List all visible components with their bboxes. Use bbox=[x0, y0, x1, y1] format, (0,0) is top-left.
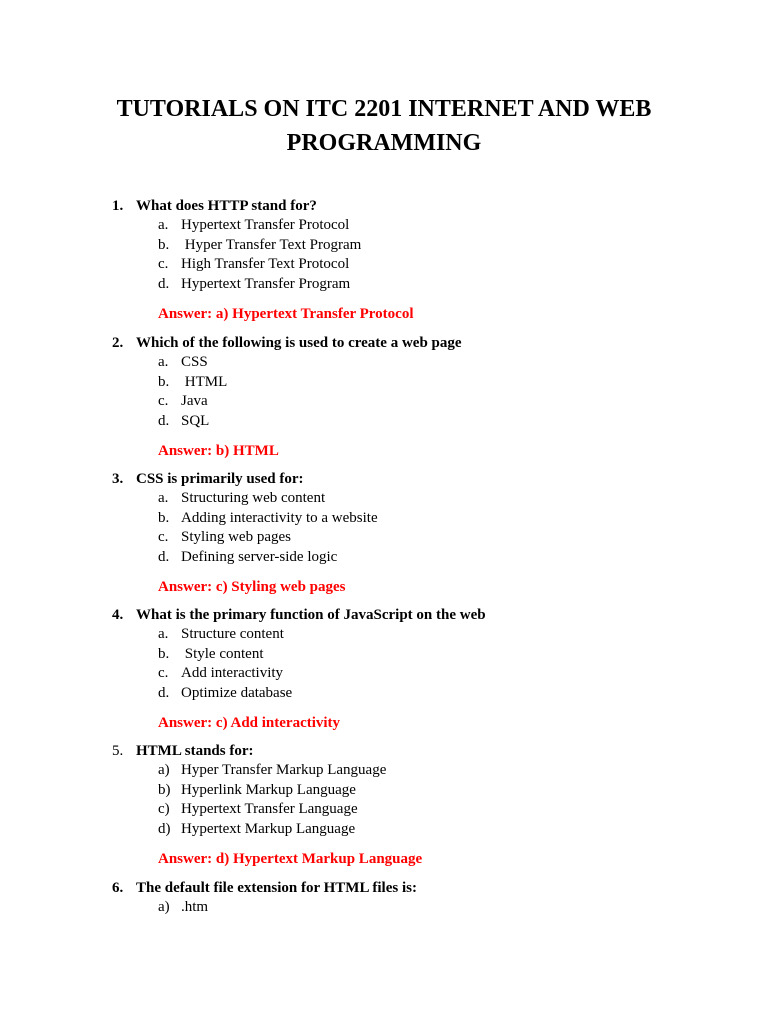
option-item bbox=[0, 761, 768, 781]
option-text: SQL bbox=[181, 412, 210, 429]
option-letter: c. bbox=[158, 665, 169, 681]
option-text: Structuring web content bbox=[181, 490, 326, 506]
question-3 bbox=[0, 469, 768, 597]
question-text: Which of the following is used to create a web page bbox=[136, 335, 462, 351]
answer-line bbox=[0, 849, 768, 869]
option-item bbox=[0, 645, 768, 665]
option-item bbox=[0, 548, 768, 568]
question-number: 5. bbox=[112, 743, 124, 759]
option-text: HTML bbox=[181, 373, 228, 390]
option-item bbox=[0, 684, 768, 704]
option-item bbox=[0, 898, 768, 918]
option-text: Add interactivity bbox=[181, 665, 284, 681]
option-item bbox=[0, 353, 768, 373]
option-item bbox=[0, 255, 768, 275]
option-text: Adding interactivity to a website bbox=[181, 509, 378, 526]
option-letter: b. bbox=[158, 645, 170, 662]
question-line bbox=[0, 605, 768, 625]
option-letter: a. bbox=[158, 490, 169, 506]
question-line bbox=[0, 741, 768, 761]
option-letter: c. bbox=[158, 529, 169, 545]
option-text: Styling web pages bbox=[181, 529, 291, 545]
option-text: Java bbox=[181, 393, 208, 409]
option-text: Structure content bbox=[181, 626, 284, 642]
answer-line bbox=[0, 577, 768, 597]
option-letter: d. bbox=[158, 275, 170, 292]
option-text: Style content bbox=[181, 645, 264, 662]
answer-line bbox=[0, 713, 768, 733]
option-item bbox=[0, 800, 768, 820]
option-text: Optimize database bbox=[181, 684, 293, 701]
option-item bbox=[0, 275, 768, 295]
question-4 bbox=[0, 605, 768, 733]
option-letter: b. bbox=[158, 509, 170, 526]
title-line-1: TUTORIALS ON ITC 2201 INTERNET AND WEB bbox=[116, 96, 652, 122]
title-line-2: PROGRAMMING bbox=[286, 130, 482, 156]
option-item bbox=[0, 392, 768, 412]
answer-line bbox=[0, 304, 768, 324]
question-line bbox=[0, 878, 768, 898]
option-item bbox=[0, 236, 768, 256]
option-text: Hypertext Transfer Protocol bbox=[181, 217, 350, 233]
question-1 bbox=[0, 196, 768, 324]
option-item bbox=[0, 820, 768, 840]
option-text: Hypertext Markup Language bbox=[181, 820, 356, 837]
option-item bbox=[0, 528, 768, 548]
option-letter: a) bbox=[158, 762, 170, 778]
question-text: CSS is primarily used for: bbox=[136, 471, 304, 487]
option-text: CSS bbox=[181, 354, 208, 370]
option-letter: c. bbox=[158, 393, 169, 409]
question-6 bbox=[0, 878, 768, 918]
option-item bbox=[0, 216, 768, 236]
question-text: What does HTTP stand for? bbox=[136, 198, 317, 214]
answer-text: Answer: a) Hypertext Transfer Protocol bbox=[158, 306, 414, 322]
option-item bbox=[0, 509, 768, 529]
question-5 bbox=[0, 741, 768, 869]
option-text: Hyper Transfer Markup Language bbox=[181, 762, 387, 778]
option-text: Defining server-side logic bbox=[181, 548, 338, 565]
option-text: Hyper Transfer Text Program bbox=[181, 236, 362, 253]
option-item bbox=[0, 625, 768, 645]
question-number: 4. bbox=[112, 607, 124, 623]
option-item bbox=[0, 373, 768, 393]
option-letter: c) bbox=[158, 801, 170, 817]
answer-text: Answer: c) Styling web pages bbox=[158, 579, 346, 595]
option-text: Hypertext Transfer Language bbox=[181, 801, 358, 817]
question-number: 2. bbox=[112, 335, 124, 351]
question-text: HTML stands for: bbox=[136, 743, 254, 759]
answer-line bbox=[0, 441, 768, 461]
question-text: The default file extension for HTML files is: bbox=[136, 880, 417, 896]
question-number: 1. bbox=[112, 198, 124, 214]
question-2 bbox=[0, 333, 768, 461]
option-letter: a. bbox=[158, 354, 169, 370]
option-text: Hypertext Transfer Program bbox=[181, 275, 351, 292]
option-letter: b) bbox=[158, 781, 171, 798]
question-number: 6. bbox=[112, 880, 124, 896]
option-letter: d. bbox=[158, 412, 170, 429]
answer-text: Answer: c) Add interactivity bbox=[158, 715, 341, 731]
option-letter: a. bbox=[158, 217, 169, 233]
question-line bbox=[0, 333, 768, 353]
answer-text: Answer: b) HTML bbox=[158, 443, 279, 459]
option-letter: d. bbox=[158, 684, 170, 701]
option-text: High Transfer Text Protocol bbox=[181, 256, 350, 272]
option-item bbox=[0, 412, 768, 432]
option-text: Hyperlink Markup Language bbox=[181, 781, 356, 798]
option-text: .htm bbox=[181, 899, 209, 915]
option-letter: a) bbox=[158, 899, 170, 915]
question-text: What is the primary function of JavaScript on the web bbox=[136, 607, 486, 623]
option-item bbox=[0, 489, 768, 509]
option-letter: b. bbox=[158, 236, 170, 253]
question-line bbox=[0, 469, 768, 489]
answer-text: Answer: d) Hypertext Markup Language bbox=[158, 851, 423, 867]
question-number: 3. bbox=[112, 471, 124, 487]
document-title bbox=[40, 92, 728, 160]
question-line bbox=[0, 196, 768, 216]
option-item bbox=[0, 664, 768, 684]
option-item bbox=[0, 781, 768, 801]
option-letter: d. bbox=[158, 548, 170, 565]
option-letter: b. bbox=[158, 373, 170, 390]
option-letter: d) bbox=[158, 820, 171, 837]
option-letter: a. bbox=[158, 626, 169, 642]
option-letter: c. bbox=[158, 256, 169, 272]
